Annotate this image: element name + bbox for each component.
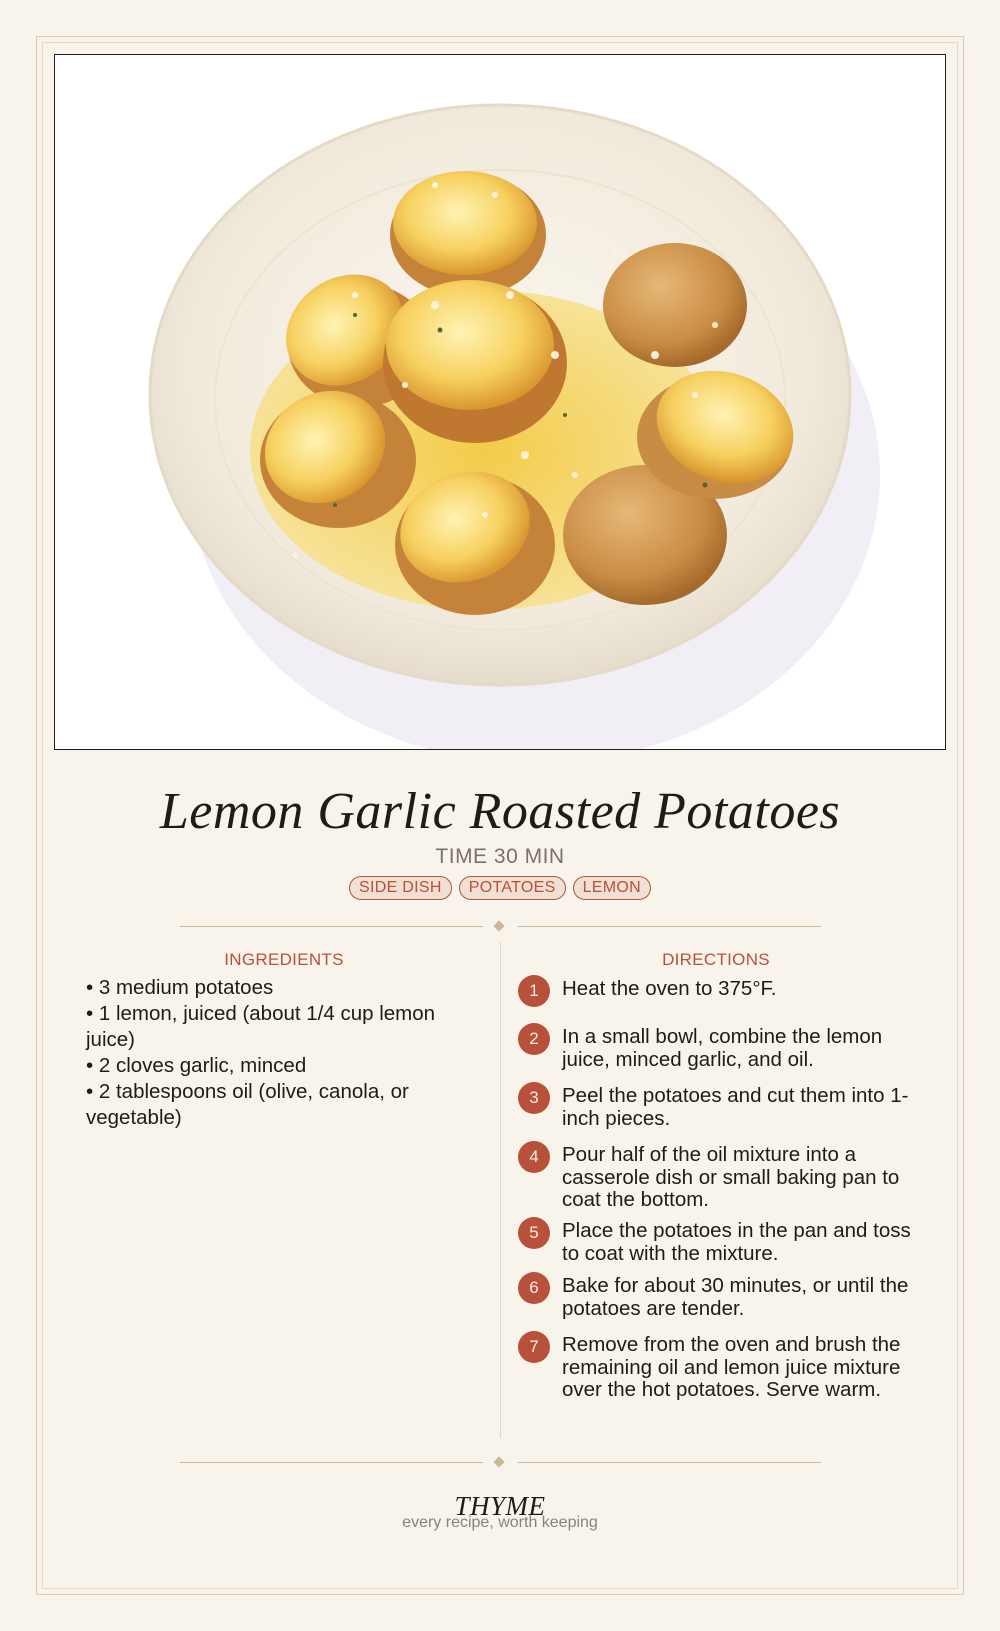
step-text: Bake for about 30 minutes, or until the potatoes are tender. [562, 1274, 909, 1320]
directions-heading: DIRECTIONS [662, 950, 770, 969]
ingredient-item: • 1 lemon, juiced (about 1/4 cup lemon juice) [86, 1002, 436, 1051]
step-number: 5 [518, 1217, 550, 1249]
brand-tagline: every recipe, worth keeping [402, 1514, 598, 1531]
ingredient-item: • 3 medium potatoes [86, 976, 274, 999]
recipe-photo [54, 54, 946, 750]
top-divider [180, 920, 821, 934]
brand-name: THYME [454, 1491, 546, 1521]
column-divider [500, 942, 501, 1438]
step-text: Peel the potatoes and cut them into 1-inch pieces. [562, 1084, 909, 1130]
step-text: In a small bowl, combine the lemon juice, minced garlic, and oil. [562, 1025, 883, 1071]
step-text: Heat the oven to 375°F. [562, 977, 777, 1000]
recipe-title: Lemon Garlic Roasted Potatoes [159, 783, 841, 840]
step-text: Place the potatoes in the pan and toss to coat with the mixture. [562, 1219, 911, 1265]
tag-potatoes[interactable]: POTATOES [459, 876, 566, 900]
bottom-divider [180, 1456, 821, 1470]
step-number: 4 [518, 1141, 550, 1173]
tag-list [0, 876, 1000, 900]
diamond-ornament-icon [493, 1456, 504, 1467]
step-text: Remove from the oven and brush the remaining oil and lemon juice mixture over the hot potatoes. Serve warm. [562, 1333, 901, 1401]
step-number: 2 [518, 1023, 550, 1055]
step-number: 7 [518, 1331, 550, 1363]
ingredients-heading: INGREDIENTS [224, 950, 344, 969]
ingredients-list [86, 975, 466, 1131]
step-number: 3 [518, 1082, 550, 1114]
step-number: 6 [518, 1272, 550, 1304]
potato-skin-1 [603, 243, 747, 367]
ingredient-item: • 2 cloves garlic, minced [86, 1054, 307, 1077]
ingredient-item: • 2 tablespoons oil (olive, canola, or vegetable) [86, 1080, 409, 1129]
step-text: Pour half of the oil mixture into a casserole dish or small baking pan to coat the bottom. [562, 1143, 900, 1211]
tag-side-dish[interactable]: SIDE DISH [349, 876, 452, 900]
tag-lemon[interactable]: LEMON [573, 876, 651, 900]
cook-time: TIME 30 MIN [435, 845, 565, 868]
step-number: 1 [518, 975, 550, 1007]
diamond-ornament-icon [493, 920, 504, 931]
